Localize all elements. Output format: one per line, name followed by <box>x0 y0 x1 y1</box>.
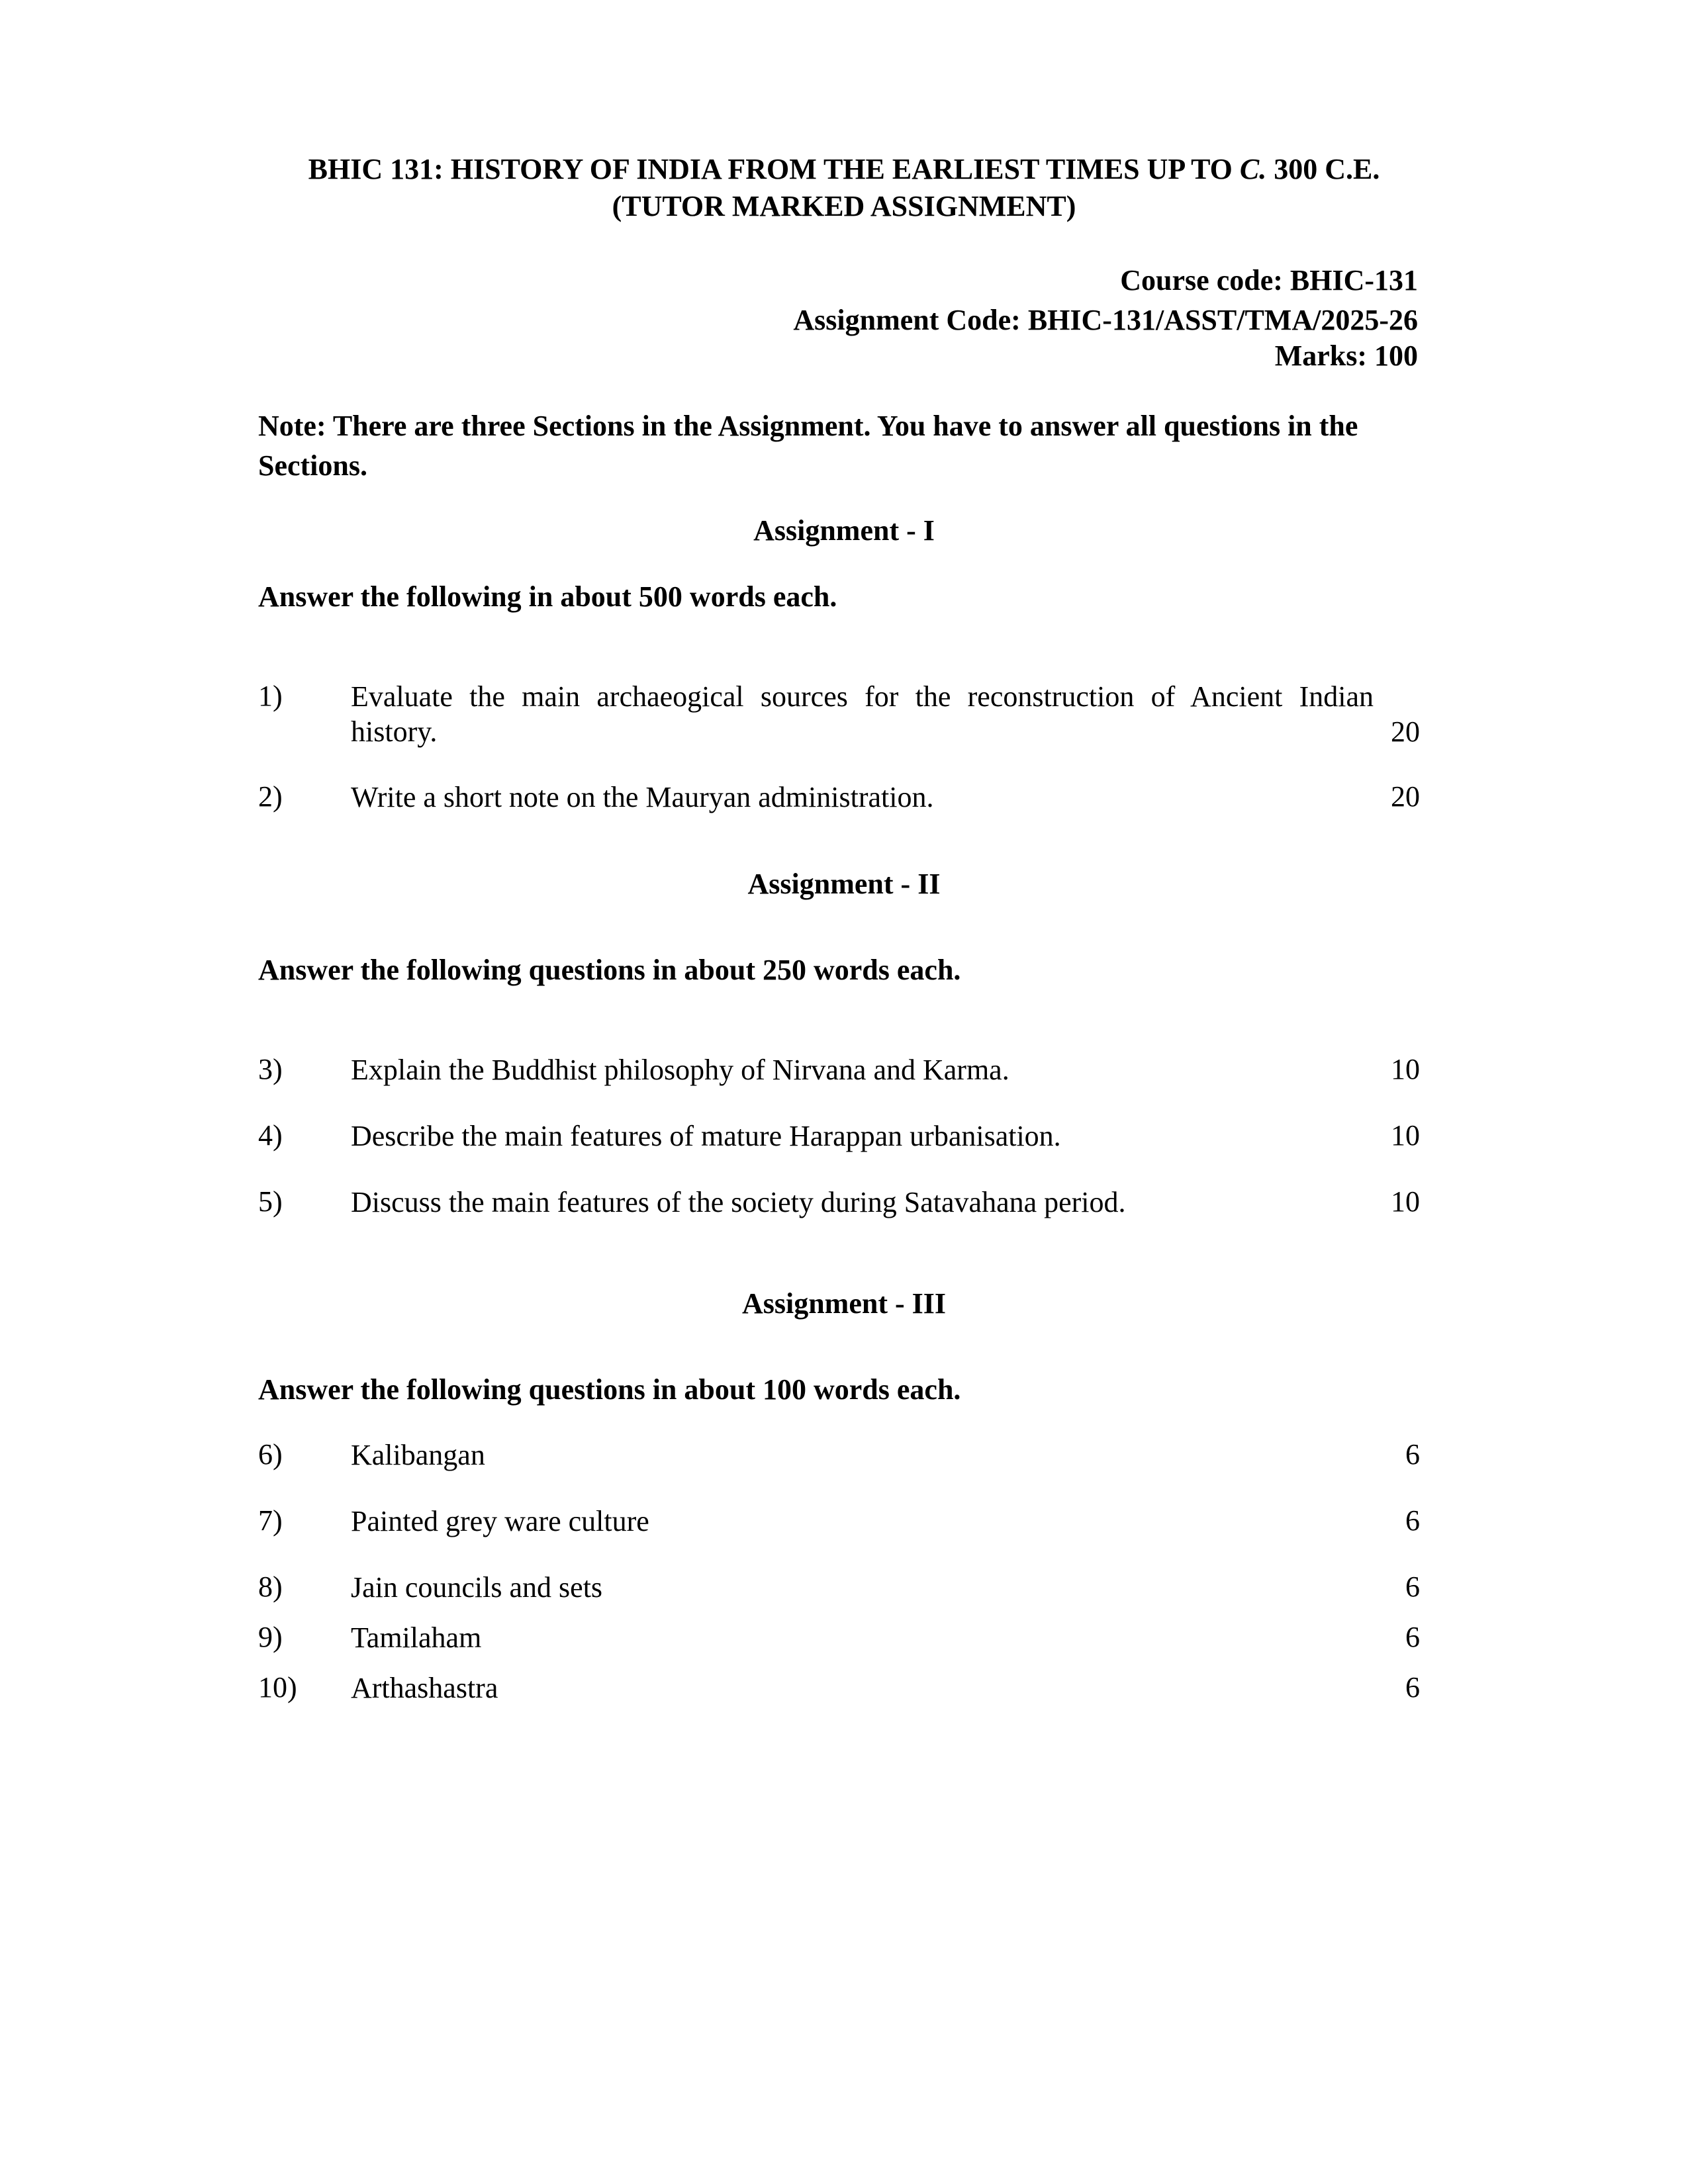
question-text: Painted grey ware culture <box>351 1505 649 1537</box>
question-text: Write a short note on the Mauryan administration. <box>351 781 934 813</box>
question-number: 6) <box>258 1438 283 1471</box>
course-code: Course code: BHIC-131 <box>1120 264 1418 296</box>
section-heading: Assignment - I <box>753 514 935 547</box>
question-marks: 10 <box>1391 1185 1420 1218</box>
document-subtitle: (TUTOR MARKED ASSIGNMENT) <box>612 190 1076 222</box>
question-marks: 6 <box>1405 1438 1420 1471</box>
question-number: 4) <box>258 1119 283 1152</box>
question-number: 2) <box>258 780 283 813</box>
question-marks: 6 <box>1405 1504 1420 1537</box>
question-number: 1) <box>258 680 283 712</box>
document-title <box>258 152 1430 186</box>
section-instruction: Answer the following questions in about 100 words each. <box>258 1373 961 1406</box>
question-marks: 20 <box>1391 715 1420 748</box>
section-instruction: Answer the following in about 500 words each. <box>258 580 837 613</box>
total-marks: Marks: 100 <box>1274 340 1418 372</box>
question-text: Arthashastra <box>351 1672 498 1704</box>
question-marks: 10 <box>1391 1053 1420 1085</box>
assignment-code: Assignment Code: BHIC-131/ASST/TMA/2025-26 <box>793 304 1418 336</box>
question-number: 3) <box>258 1053 283 1085</box>
question-text: Evaluate the main archaeogical sources for the reconstruction of Ancient Indian <box>351 680 1374 713</box>
question-marks: 6 <box>1405 1570 1420 1603</box>
question-text: Jain councils and sets <box>351 1571 603 1604</box>
note-text: Note: There are three Sections in the Assignment. You have to answer all questions in the Sections. <box>258 410 1358 482</box>
question-number: 9) <box>258 1621 283 1653</box>
question-text: Kalibangan <box>351 1439 485 1471</box>
question-number: 10) <box>258 1671 297 1704</box>
question-text-continued: history. <box>351 715 438 748</box>
question-marks: 6 <box>1405 1671 1420 1704</box>
question-number: 5) <box>258 1185 283 1218</box>
question-marks: 10 <box>1391 1119 1420 1152</box>
section-heading: Assignment - II <box>747 868 941 900</box>
section-instruction: Answer the following questions in about 250 words each. <box>258 954 961 986</box>
title-text: BHIC 131: HISTORY OF INDIA FROM THE EARLIEST TIMES UP TO <box>308 153 1240 185</box>
question-number: 7) <box>258 1504 283 1537</box>
question-marks: 6 <box>1405 1621 1420 1653</box>
title-suffix: 300 C.E. <box>1266 153 1380 185</box>
title-italic: C. <box>1239 153 1267 185</box>
question-marks: 20 <box>1391 780 1420 813</box>
question-text: Discuss the main features of the society during Satavahana period. <box>351 1186 1126 1218</box>
question-text: Explain the Buddhist philosophy of Nirvana and Karma. <box>351 1054 1009 1086</box>
question-text: Describe the main features of mature Harappan urbanisation. <box>351 1120 1061 1152</box>
question-number: 8) <box>258 1570 283 1603</box>
section-heading: Assignment - III <box>741 1287 947 1320</box>
question-text: Tamilaham <box>351 1621 482 1654</box>
